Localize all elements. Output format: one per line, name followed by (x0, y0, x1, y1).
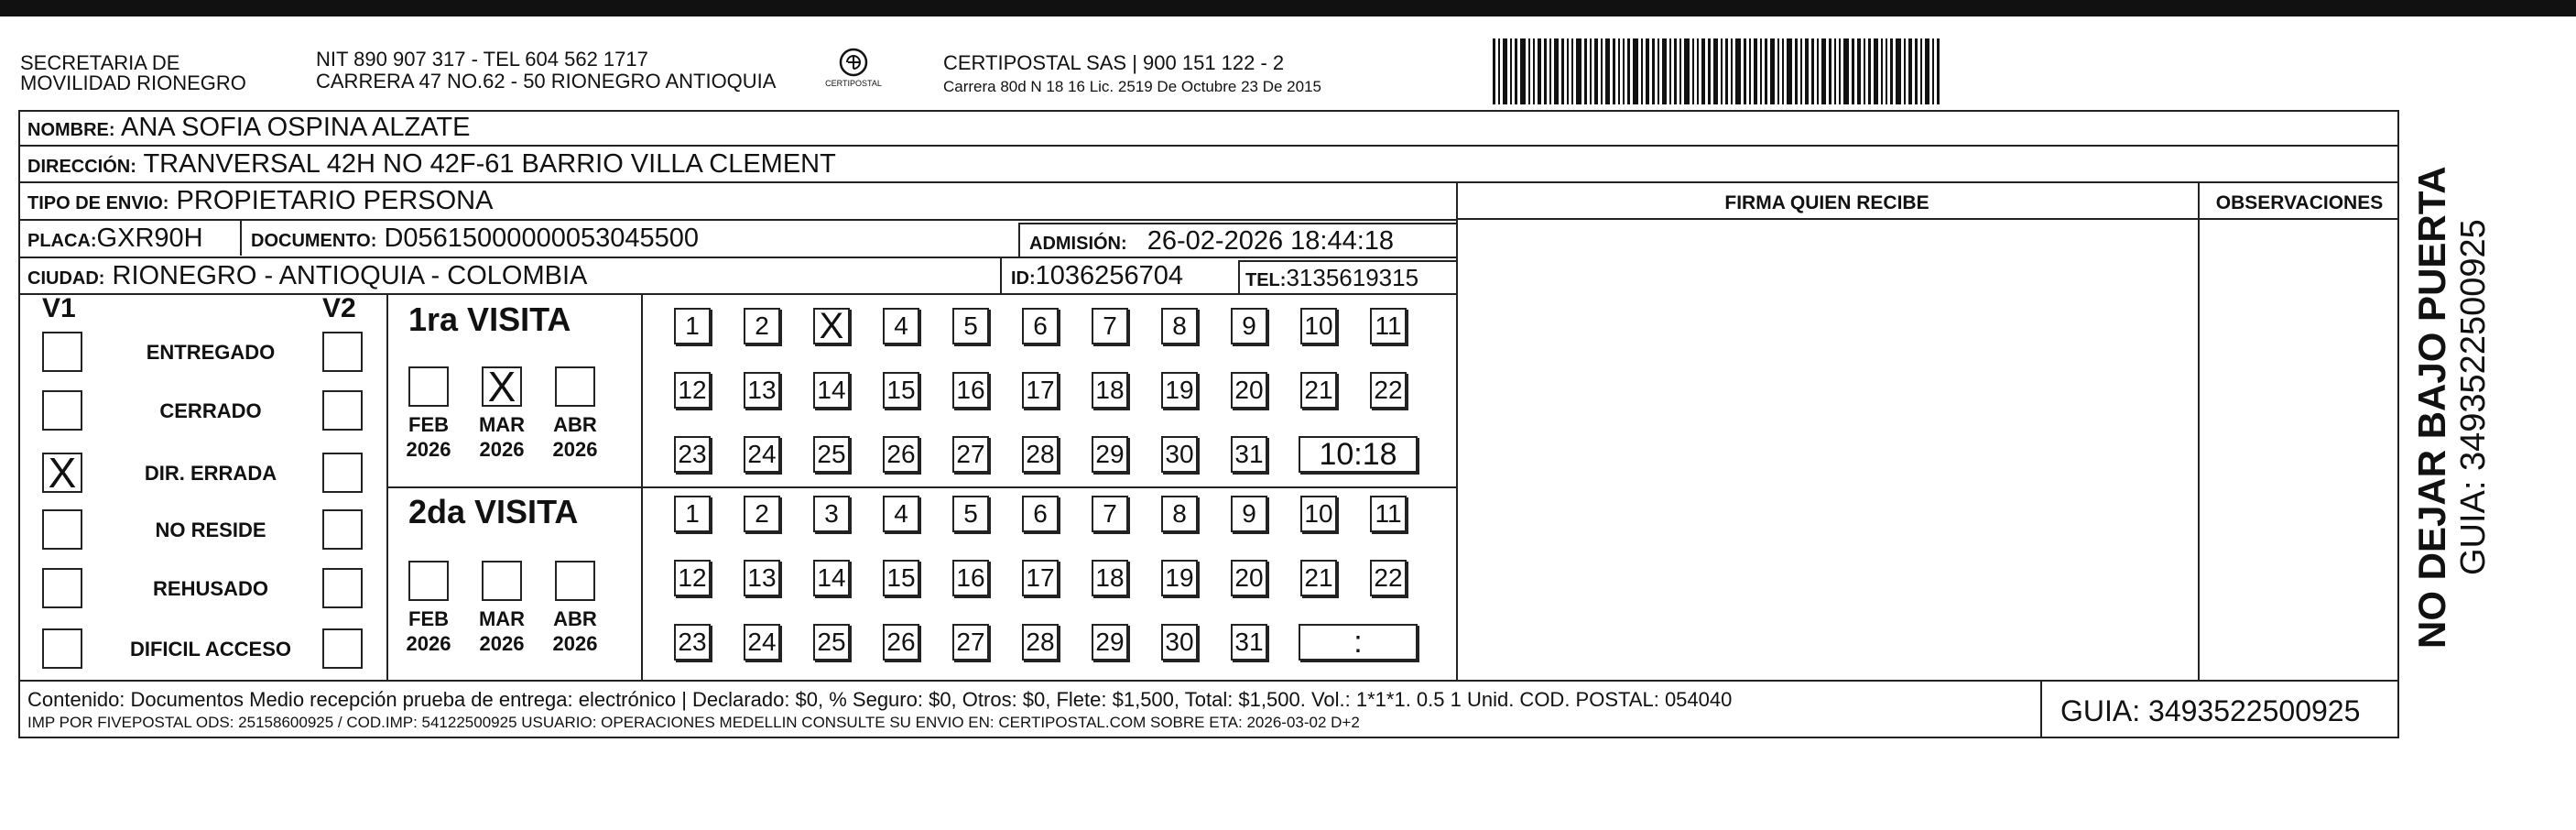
barcode-bar (1735, 38, 1741, 104)
day-box[interactable]: 10 (1300, 496, 1337, 532)
day-box[interactable]: 15 (883, 372, 919, 409)
barcode-bar (1576, 38, 1581, 104)
day-box[interactable]: 25 (813, 436, 850, 473)
day-box[interactable]: 20 (1231, 372, 1267, 409)
barcode-bar (1697, 38, 1699, 104)
org-name-line1: SECRETARIA DE (20, 51, 180, 74)
month-year: 2026 (552, 438, 598, 461)
day-box[interactable]: 12 (674, 372, 711, 409)
barcode-bar (1760, 38, 1762, 104)
barcode-bar (1915, 38, 1918, 104)
org-name-line2: MOVILIDAD RIONEGRO (20, 71, 246, 94)
barcode-bar (1584, 38, 1587, 104)
logo-text: CERTIPOSTAL (825, 79, 882, 88)
status-label: REHUSADO (153, 577, 268, 600)
barcode-bar (1520, 38, 1526, 104)
barcode-bar (1669, 38, 1671, 104)
barcode-bar (1839, 38, 1841, 104)
day-box[interactable]: 13 (744, 560, 780, 596)
day-box[interactable]: 16 (952, 372, 989, 409)
barcode-bar (1765, 38, 1767, 104)
barcode-bar (1605, 38, 1610, 104)
day-box[interactable]: 22 (1370, 560, 1407, 596)
day-box[interactable]: 28 (1022, 624, 1059, 661)
id-cell (1002, 259, 1183, 292)
status-v1-checkbox[interactable] (42, 390, 82, 431)
admision-value: 26-02-2026 18:44:18 (1147, 226, 1395, 256)
day-box[interactable]: 6 (1022, 308, 1059, 344)
documento-label: DOCUMENTO: (251, 231, 377, 251)
day-box[interactable]: 18 (1092, 372, 1128, 409)
id-value: 1036256704 (1035, 261, 1183, 290)
id-label: ID: (1011, 268, 1036, 289)
barcode-bar (1684, 38, 1690, 104)
day-box[interactable]: 21 (1300, 560, 1337, 596)
barcode-bar (1515, 38, 1517, 104)
status-v1-checkbox[interactable] (42, 628, 82, 669)
month-year: 2026 (406, 632, 451, 655)
day-box[interactable]: 12 (674, 560, 711, 596)
day-box[interactable]: 28 (1022, 436, 1059, 473)
day-box[interactable]: 1 (674, 496, 711, 532)
status-v1-checkbox[interactable]: X (42, 453, 82, 493)
barcode-bar (1777, 38, 1779, 104)
nit-line: NIT 890 907 317 - TEL 604 562 1717 (316, 48, 648, 71)
barcode-bar (1721, 38, 1723, 104)
nombre-row (18, 111, 470, 144)
barcode-bar (1662, 38, 1667, 104)
barcode-bar (1805, 38, 1809, 104)
month-checkbox[interactable] (408, 366, 449, 407)
barcode-bar (1908, 38, 1912, 104)
day-box[interactable]: 11 (1370, 308, 1407, 344)
tel-value: 3135619315 (1286, 264, 1419, 291)
day-box[interactable]: 30 (1161, 436, 1198, 473)
visit1-title: 1ra VISITA (408, 300, 571, 338)
row-divider (18, 181, 2399, 183)
barcode (1493, 38, 2179, 104)
day-box[interactable]: X (813, 308, 850, 344)
day-box[interactable]: 7 (1092, 308, 1128, 344)
barcode-bar (1549, 38, 1551, 104)
month-year: 2026 (552, 632, 598, 655)
visit1-time[interactable]: 10:18 (1299, 436, 1418, 473)
firma-area[interactable] (1465, 220, 2189, 678)
row-divider (18, 257, 1456, 258)
day-box[interactable]: 22 (1370, 372, 1407, 409)
day-box[interactable]: 23 (674, 624, 711, 661)
day-box[interactable]: 4 (883, 308, 919, 344)
barcode-bar (1554, 38, 1559, 104)
barcode-bar (1890, 38, 1893, 104)
barcode-bar (1652, 38, 1655, 104)
status-v2-checkbox[interactable] (322, 453, 363, 493)
barcode-bar (1498, 38, 1500, 104)
day-box[interactable]: 18 (1092, 560, 1128, 596)
month-checkbox[interactable] (482, 561, 522, 601)
day-box[interactable]: 6 (1022, 496, 1059, 532)
side-guia: GUIA: 3493522500925 (2454, 219, 2493, 575)
certipostal-logo (817, 46, 890, 92)
barcode-bar (1528, 38, 1530, 104)
day-box[interactable]: 30 (1161, 624, 1198, 661)
status-label: DIFICIL ACCESO (129, 638, 291, 661)
barcode-bar (1874, 38, 1878, 104)
ciudad-cell (18, 259, 587, 292)
day-box[interactable]: 29 (1092, 624, 1128, 661)
ciudad-label: CIUDAD: (27, 268, 105, 289)
barcode-bar (1571, 38, 1573, 104)
status-v1-checkbox[interactable] (42, 332, 82, 372)
barcode-bar (1834, 38, 1836, 104)
status-v2-checkbox[interactable] (322, 509, 363, 550)
row-divider (18, 293, 1456, 295)
direccion-value: TRANVERSAL 42H NO 42F-61 BARRIO VILLA CLEMENT (143, 149, 836, 179)
barcode-bar (1787, 38, 1792, 104)
day-box[interactable]: 1 (674, 308, 711, 344)
v1-label: V1 (42, 293, 76, 323)
day-box[interactable]: 10 (1300, 308, 1337, 344)
barcode-bar (1708, 38, 1711, 104)
footer-content: Contenido: Documentos Medio recepción prueba de entrega: electrónico | Declarado: $0, % Seguro: $0, Otros: $0, Flete: $1,500, Total: $1,500. Vol.: 1*1*1. 0.5 1 Unid. COD. POSTAL: 054040 (27, 688, 1733, 711)
barcode-bar (1503, 38, 1507, 104)
top-border-bar (0, 0, 2576, 16)
status-label: NO RESIDE (155, 519, 266, 541)
barcode-bar (1749, 38, 1751, 104)
barcode-bar (1795, 38, 1798, 104)
day-box[interactable]: 31 (1231, 624, 1267, 661)
barcode-bar (1713, 38, 1718, 104)
cell-divider (2040, 680, 2042, 738)
barcode-bar (1896, 38, 1901, 104)
status-label: ENTREGADO (146, 341, 276, 364)
barcode-bar (1731, 38, 1733, 104)
day-box[interactable]: 2 (744, 496, 780, 532)
day-box[interactable]: 20 (1231, 560, 1267, 596)
month-label: FEB (408, 607, 449, 630)
month-checkbox[interactable]: X (482, 366, 522, 407)
no-dejar-warning: NO DEJAR BAJO PUERTA (2410, 166, 2453, 649)
barcode-bar (1590, 38, 1592, 104)
documento-cell (242, 222, 699, 255)
barcode-bar (1881, 38, 1883, 104)
barcode-bar (1821, 38, 1826, 104)
day-box[interactable]: 9 (1231, 308, 1267, 344)
direccion-row (18, 147, 836, 180)
footer-guia: GUIA: 3493522500925 (2060, 694, 2361, 727)
barcode-bar (1925, 38, 1929, 104)
license-line: Carrera 80d N 18 16 Lic. 2519 De Octubre 23 De 2015 (943, 78, 1321, 95)
barcode-bar (1744, 38, 1746, 104)
barcode-bar (1674, 38, 1677, 104)
day-box[interactable]: 14 (813, 560, 850, 596)
barcode-bar (1782, 38, 1784, 104)
barcode-bar (1829, 38, 1831, 104)
tel-label: TEL: (1245, 270, 1287, 290)
barcode-bar (1864, 38, 1865, 104)
barcode-bar (1770, 38, 1775, 104)
day-box[interactable]: 19 (1161, 560, 1198, 596)
barcode-bar (1658, 38, 1659, 104)
day-box[interactable]: 24 (744, 624, 780, 661)
barcode-bar (1800, 38, 1802, 104)
day-box[interactable]: 16 (952, 560, 989, 596)
barcode-bar (1646, 38, 1649, 104)
status-v1-checkbox[interactable] (42, 509, 82, 550)
barcode-bar (1633, 38, 1638, 104)
barcode-bar (1857, 38, 1861, 104)
admision-label: ADMISIÓN: (1029, 234, 1127, 254)
placa-cell (18, 222, 203, 255)
barcode-bar (1679, 38, 1681, 104)
tel-text (1245, 264, 1418, 292)
column-divider (2198, 181, 2200, 680)
barcode-bar (1868, 38, 1871, 104)
barcode-bar (1567, 38, 1569, 104)
barcode-bar (1920, 38, 1922, 104)
observaciones-header: OBSERVACIONES (2215, 192, 2384, 213)
month-label: ABR (553, 413, 597, 436)
address-line: CARRERA 47 NO.62 - 50 RIONEGRO ANTIOQUIA (316, 70, 777, 93)
footer-imp: IMP POR FIVEPOSTAL ODS: 25158600925 / COD.IMP: 54122500925 USUARIO: OPERACIONES MEDELLIN CONSULTE SU ENVIO EN: CERTIPOSTAL.COM SOBRE ETA: 2026-03-02 D+2 (27, 714, 1360, 731)
barcode-bar (1701, 38, 1705, 104)
barcode-bar (1510, 38, 1512, 104)
barcode-bar (1725, 38, 1728, 104)
day-box[interactable]: 17 (1022, 372, 1059, 409)
direccion-label: DIRECCIÓN: (27, 157, 136, 177)
day-box[interactable]: 3 (813, 496, 850, 532)
barcode-bar (1623, 38, 1625, 104)
day-box[interactable]: 9 (1231, 496, 1267, 532)
day-box[interactable]: 5 (952, 308, 989, 344)
day-box[interactable]: 25 (813, 624, 850, 661)
day-box[interactable]: 15 (883, 560, 919, 596)
company-line: CERTIPOSTAL SAS | 900 151 122 - 2 (943, 51, 1285, 74)
placa-label: PLACA: (27, 231, 97, 251)
firma-header: FIRMA QUIEN RECIBE (1724, 192, 1929, 213)
day-box[interactable]: 4 (883, 496, 919, 532)
barcode-bar (1886, 38, 1887, 104)
barcode-bar (1561, 38, 1564, 104)
month-year: 2026 (406, 438, 451, 461)
day-box[interactable]: 24 (744, 436, 780, 473)
row-divider (18, 680, 2399, 682)
month-label: MAR (478, 607, 526, 630)
tipo-value: PROPIETARIO PERSONA (176, 186, 494, 215)
barcode-bar (1904, 38, 1906, 104)
day-box[interactable]: 5 (952, 496, 989, 532)
visit-divider (386, 486, 1456, 488)
day-box[interactable]: 8 (1161, 308, 1198, 344)
month-checkbox[interactable] (555, 561, 595, 601)
documento-value: D05615000000053045500 (384, 224, 699, 253)
day-box[interactable]: 29 (1092, 436, 1128, 473)
barcode-bar (1594, 38, 1598, 104)
placa-value: GXR90H (96, 224, 203, 253)
day-box[interactable]: 13 (744, 372, 780, 409)
status-v2-checkbox[interactable] (322, 332, 363, 372)
day-box[interactable]: 21 (1300, 372, 1337, 409)
month-label: FEB (408, 413, 449, 436)
day-box[interactable]: 27 (952, 436, 989, 473)
admision-text (1020, 224, 1394, 257)
month-checkbox[interactable] (555, 366, 595, 407)
month-year: 2026 (479, 438, 525, 461)
barcode-bar (1618, 38, 1620, 104)
day-box[interactable]: 23 (674, 436, 711, 473)
barcode-bar (1601, 38, 1603, 104)
barcode-bar (1544, 38, 1547, 104)
day-box[interactable]: 31 (1231, 436, 1267, 473)
month-label: MAR (478, 413, 526, 436)
day-box[interactable]: 7 (1092, 496, 1128, 532)
barcode-bar (1641, 38, 1643, 104)
nombre-value: ANA SOFIA OSPINA ALZATE (121, 113, 471, 142)
nombre-label: NOMBRE: (27, 120, 115, 140)
barcode-bar (1627, 38, 1630, 104)
status-v2-checkbox[interactable] (322, 568, 363, 608)
row-divider (18, 219, 1456, 221)
day-box[interactable]: 26 (883, 624, 919, 661)
day-box[interactable]: 26 (883, 436, 919, 473)
day-box[interactable]: 19 (1161, 372, 1198, 409)
status-v1-checkbox[interactable] (42, 568, 82, 608)
barcode-bar (1613, 38, 1615, 104)
day-box[interactable]: 17 (1022, 560, 1059, 596)
barcode-bar (1692, 38, 1694, 104)
barcode-bar (1843, 38, 1849, 104)
barcode-bar (1817, 38, 1819, 104)
barcode-bar (1937, 38, 1940, 104)
visit2-title: 2da VISITA (408, 493, 579, 530)
barcode-bar (1538, 38, 1541, 104)
day-box[interactable]: 27 (952, 624, 989, 661)
tipo-label: TIPO DE ENVIO: (27, 193, 169, 213)
month-checkbox[interactable] (408, 561, 449, 601)
ciudad-value: RIONEGRO - ANTIOQUIA - COLOMBIA (112, 261, 588, 290)
barcode-bar (1533, 38, 1535, 104)
v2-label: V2 (322, 293, 356, 323)
month-label: ABR (553, 607, 597, 630)
day-box[interactable]: 11 (1370, 496, 1407, 532)
barcode-bar (1754, 38, 1757, 104)
column-divider (1456, 181, 1458, 680)
status-label: DIR. ERRADA (144, 462, 277, 485)
day-box[interactable]: 2 (744, 308, 780, 344)
barcode-bar (1811, 38, 1814, 104)
barcode-bar (1493, 38, 1495, 104)
tipo-row (18, 184, 493, 217)
barcode-bar (1932, 38, 1934, 104)
barcode-bar (1852, 38, 1854, 104)
visit-divider (641, 293, 643, 680)
status-v2-checkbox[interactable] (322, 390, 363, 431)
day-box[interactable]: 8 (1161, 496, 1198, 532)
observaciones-area[interactable] (2207, 220, 2390, 678)
visit2-time[interactable]: : (1299, 624, 1418, 661)
row-divider (18, 145, 2399, 147)
status-label: CERRADO (159, 399, 262, 422)
status-v2-checkbox[interactable] (322, 628, 363, 669)
day-box[interactable]: 14 (813, 372, 850, 409)
month-year: 2026 (479, 632, 525, 655)
